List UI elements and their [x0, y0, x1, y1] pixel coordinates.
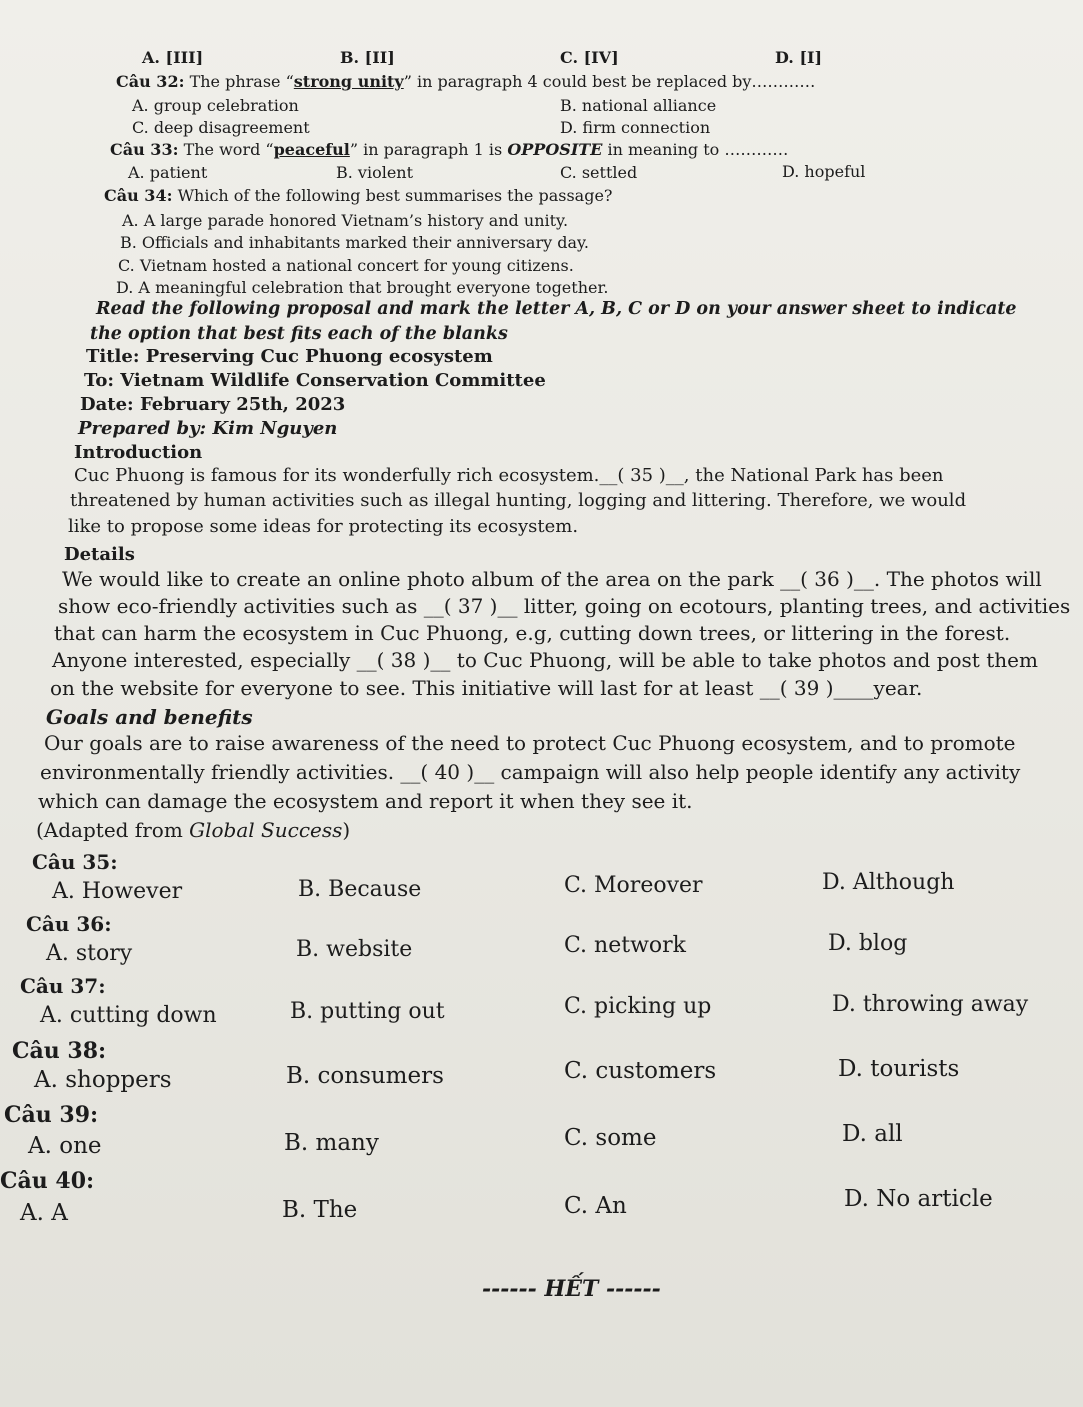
q37-option-d: D. throwing away: [832, 992, 1029, 1017]
q36-option-d: D. blog: [828, 931, 908, 956]
q38-label: Câu 38:: [12, 1038, 107, 1064]
intro-line-1: Cuc Phuong is famous for its wonderfully rich ecosystem.__( 35 )__, the National Park has been: [74, 465, 944, 486]
q39-option-c: C. some: [564, 1125, 657, 1151]
q40-option-d: D. No article: [844, 1186, 993, 1212]
q31-option-a: A. [III]: [142, 48, 204, 67]
underlined-term: peaceful: [273, 140, 350, 159]
q31-option-c: C. [IV]: [560, 48, 619, 67]
goals-line-2: environmentally friendly activities. __( 40 )__ campaign will also help people identify any activity: [40, 760, 1021, 784]
question-32: Câu 32: The phrase “strong unity” in paragraph 4 could best be replaced by…………: [116, 72, 816, 91]
q40-option-a: A. A: [20, 1200, 68, 1226]
instruction-line-1: Read the following proposal and mark the letter A, B, C or D on your answer sheet to indicate: [96, 299, 1017, 319]
details-line-4: Anyone interested, especially __( 38 )__ to Cuc Phuong, will be able to take photos and post them: [52, 648, 1038, 672]
q36-option-c: C. network: [564, 933, 686, 958]
q32-option-d: D. firm connection: [560, 118, 711, 137]
instruction-line-2: the option that best fits each of the blanks: [90, 324, 508, 344]
q33-option-b: B. violent: [336, 163, 414, 182]
q31-option-b: B. [II]: [340, 48, 395, 67]
q32-option-c: C. deep disagreement: [132, 118, 310, 137]
source-title: Global Success: [189, 818, 343, 842]
q40-option-b: B. The: [282, 1197, 358, 1223]
q38-option-c: C. customers: [564, 1058, 717, 1084]
q35-option-b: B. Because: [298, 877, 422, 902]
source-citation: (Adapted from Global Success): [36, 818, 351, 842]
q37-label: Câu 37:: [20, 974, 106, 998]
q33-option-a: A. patient: [128, 163, 208, 182]
q36-option-b: B. website: [296, 937, 413, 962]
proposal-prepared-by: Prepared by: Kim Nguyen: [78, 418, 338, 439]
q40-label: Câu 40:: [0, 1168, 95, 1194]
goals-heading: Goals and benefits: [46, 705, 253, 729]
q32-option-a: A. group celebration: [132, 96, 299, 115]
intro-line-2: threatened by human activities such as illegal hunting, logging and littering. Therefore, we would: [70, 490, 967, 511]
q37-option-a: A. cutting down: [40, 1003, 217, 1028]
q31-option-d: D. [I]: [775, 48, 823, 67]
details-line-3: that can harm the ecosystem in Cuc Phuong, e.g, cutting down trees, or littering in the forest.: [54, 621, 1011, 645]
q39-option-d: D. all: [842, 1121, 903, 1147]
emphasis: OPPOSITE: [507, 140, 603, 159]
details-line-2: show eco-friendly activities such as __( 37 )__ litter, going on ecotours, planting trees, and activities: [58, 594, 1071, 618]
q38-option-b: B. consumers: [286, 1063, 444, 1089]
q35-option-a: A. However: [52, 879, 183, 904]
q38-option-a: A. shoppers: [34, 1067, 172, 1093]
end-mark: ------ HẾT ------: [482, 1276, 661, 1302]
q37-option-b: B. putting out: [290, 999, 445, 1024]
q35-option-c: C. Moreover: [564, 873, 703, 898]
q40-option-c: C. An: [564, 1193, 627, 1219]
q39-label: Câu 39:: [4, 1102, 99, 1128]
q34-option-d: D. A meaningful celebration that brought everyone together.: [116, 278, 609, 297]
details-heading: Details: [64, 544, 135, 565]
proposal-title: Title: Preserving Cuc Phuong ecosystem: [86, 346, 493, 367]
q38-option-d: D. tourists: [838, 1056, 960, 1082]
proposal-to: To: Vietnam Wildlife Conservation Committee: [84, 370, 546, 391]
q34-option-c: C. Vietnam hosted a national concert for young citizens.: [118, 256, 574, 275]
goals-line-1: Our goals are to raise awareness of the need to protect Cuc Phuong ecosystem, and to promote: [44, 731, 1016, 755]
q32-option-b: B. national alliance: [560, 96, 717, 115]
question-label: Câu 32:: [116, 72, 185, 91]
q35-label: Câu 35:: [32, 850, 118, 874]
q37-option-c: C. picking up: [564, 994, 712, 1019]
question-label: Câu 33:: [110, 140, 179, 159]
proposal-date: Date: February 25th, 2023: [80, 394, 346, 415]
q33-option-c: C. settled: [560, 163, 638, 182]
question-label: Câu 34:: [104, 186, 173, 205]
question-34: Câu 34: Which of the following best summarises the passage?: [104, 186, 613, 205]
underlined-term: strong unity: [293, 72, 404, 91]
q34-option-a: A. A large parade honored Vietnam’s history and unity.: [122, 211, 569, 230]
q33-option-d: D. hopeful: [782, 162, 866, 181]
q36-label: Câu 36:: [26, 912, 112, 936]
q35-option-d: D. Although: [822, 870, 955, 895]
details-line-5: on the website for everyone to see. This initiative will last for at least __( 39 )____year.: [50, 676, 923, 700]
goals-line-3: which can damage the ecosystem and report it when they see it.: [38, 789, 693, 813]
question-33: Câu 33: The word “peaceful” in paragraph 1 is OPPOSITE in meaning to …………: [110, 140, 789, 159]
q39-option-b: B. many: [284, 1130, 379, 1156]
q39-option-a: A. one: [28, 1133, 102, 1159]
q34-option-b: B. Officials and inhabitants marked their anniversary day.: [120, 233, 589, 252]
intro-heading: Introduction: [74, 442, 203, 463]
q36-option-a: A. story: [46, 941, 133, 966]
intro-line-3: like to propose some ideas for protecting its ecosystem.: [68, 516, 579, 537]
details-line-1: We would like to create an online photo album of the area on the park __( 36 )__. The photos will: [62, 567, 1042, 591]
